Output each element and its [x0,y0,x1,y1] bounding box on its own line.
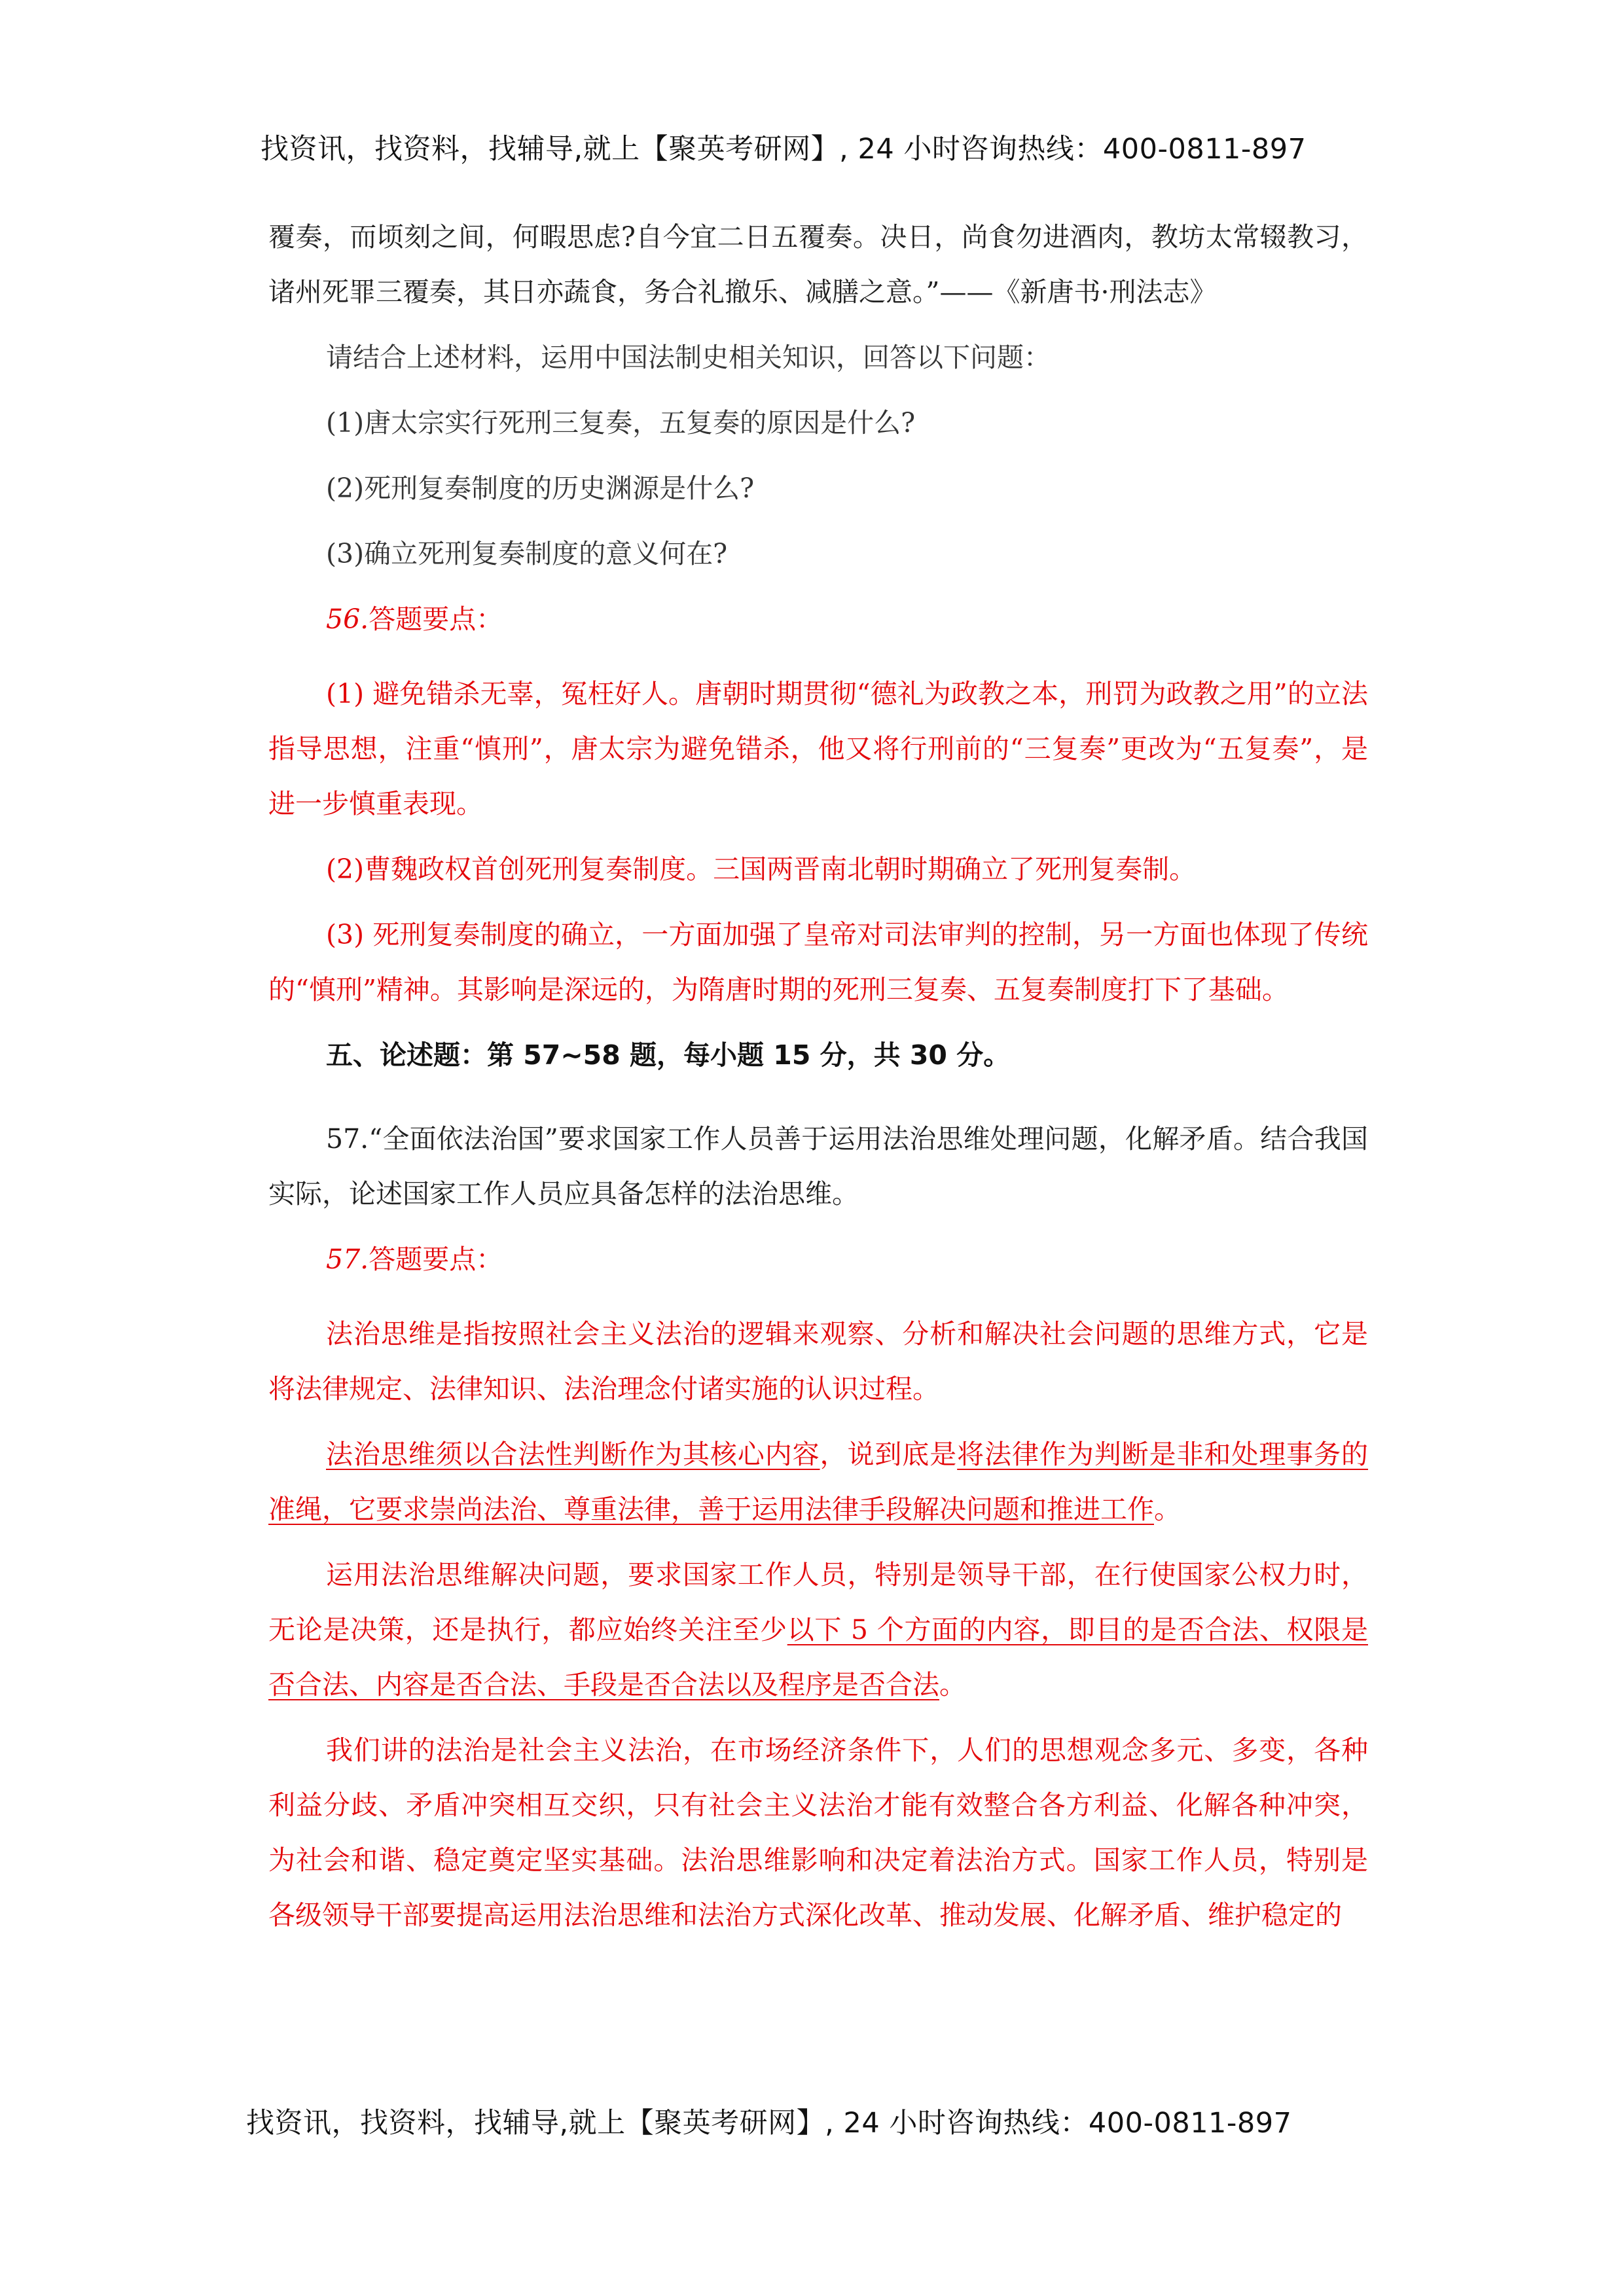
answer-57-heading-text: 答题要点： [369,1244,503,1275]
answer-57-para-4: 我们讲的法治是社会主义法治，在市场经济条件下，人们的思想观念多元、多变，各种利益分歧、矛盾冲突相互交织，只有社会主义法治才能有效整合各方利益、化解各种冲突，为社会和谐、稳定奠定坚实基础。法治思维影响和决定着法治方式。国家工作人员，特别是各级领导干部要提高运用法治思维和法治方式深化改革、推动发展、化解矛盾、维护稳定的 [268,1734,1368,1931]
answer-56-point-2: (2)曹魏政权首创死刑复奏制度。三国两晋南北朝时期确立了死刑复奏制。 [326,853,1197,885]
plain-text: 运用法治思维解决问题，要求国家工作人员，特别是领导干部，在行使国家公权力时，无论是决策，还是执行，都应始终关注至少 [268,1559,1368,1645]
answer-56-number: 56. [326,603,369,635]
quote-continuation: 覆奏，而顷刻之间，何暇思虑?自今宜二日五覆奏。决日，尚食勿进酒肉，教坊太常辍教习，诸州死罪三覆奏，其日亦蔬食，务合礼撤乐、减膳之意。”——《新唐书·刑法志》 [268,221,1368,308]
footer-banner: 找资讯，找资料，找辅导,就上【聚英考研网】, 24 小时咨询热线：400-0811-897 [246,2107,1292,2140]
answer-57-number: 57. [326,1244,369,1275]
spacer [268,1094,1368,1111]
page-content [268,209,1368,1953]
instruction-text: 请结合上述材料，运用中国法制史相关知识，回答以下问题： [326,342,1051,373]
question-57: 57.“全面依法治国”要求国家工作人员善于运用法治思维处理问题，化解矛盾。结合我国实际，论述国家工作人员应具备怎样的法治思维。 [268,1123,1368,1210]
answer-57-para-3 [268,1547,1368,1712]
question-3: (3)确立死刑复奏制度的意义何在? [326,538,728,569]
underlined-text: 法治思维须以合法性判断作为其核心内容 [326,1439,820,1470]
plain-text: 。 [939,1669,966,1700]
header-banner: 找资讯，找资料，找辅导,就上【聚英考研网】, 24 小时咨询热线：400-0811-897 [261,133,1307,166]
answer-56-heading [268,592,1368,647]
underlined-text: 以下 5 个方面的内容，即目的是否合法、权限是否合法、内容是否合法、手段是否合法以及程序是否合法 [268,1614,1368,1700]
plain-text: ，说到底是 [820,1439,958,1470]
answer-57-para-2 [268,1427,1368,1537]
question-1: (1)唐太宗实行死刑三复奏，五复奏的原因是什么? [326,407,916,439]
answer-56-point-3: (3) 死刑复奏制度的确立，一方面加强了皇帝对司法审判的控制，另一方面也体现了传统的“慎刑”精神。其影响是深远的，为隋唐时期的死刑三复奏、五复奏制度打下了基础。 [268,919,1368,1005]
answer-57-heading [268,1232,1368,1287]
answer-56-heading-text: 答题要点： [369,603,503,635]
answer-57-para-1: 法治思维是指按照社会主义法治的逻辑来观察、分析和解决社会问题的思维方式，它是将法律规定、法律知识、法治理念付诸实施的认识过程。 [268,1318,1368,1405]
plain-text: 。 [1154,1494,1181,1525]
question-2: (2)死刑复奏制度的历史渊源是什么? [326,473,755,504]
section-5-heading: 五、论述题：第 57~58 题，每小题 15 分，共 30 分。 [326,1039,1011,1071]
answer-56-point-1: (1) 避免错杀无辜，冤枉好人。唐朝时期贯彻“德礼为政教之本，刑罚为政教之用”的立法指导思想，注重“慎刑”，唐太宗为避免错杀，他又将行刑前的“三复奏”更改为“五复奏”，是进一步慎重表现。 [268,678,1368,819]
underlined-text: 将法律作为判断是非和处理事务的准绳，它要求崇尚法治、尊重法律，善于运用法律手段解决问题和推进工作 [268,1439,1369,1525]
